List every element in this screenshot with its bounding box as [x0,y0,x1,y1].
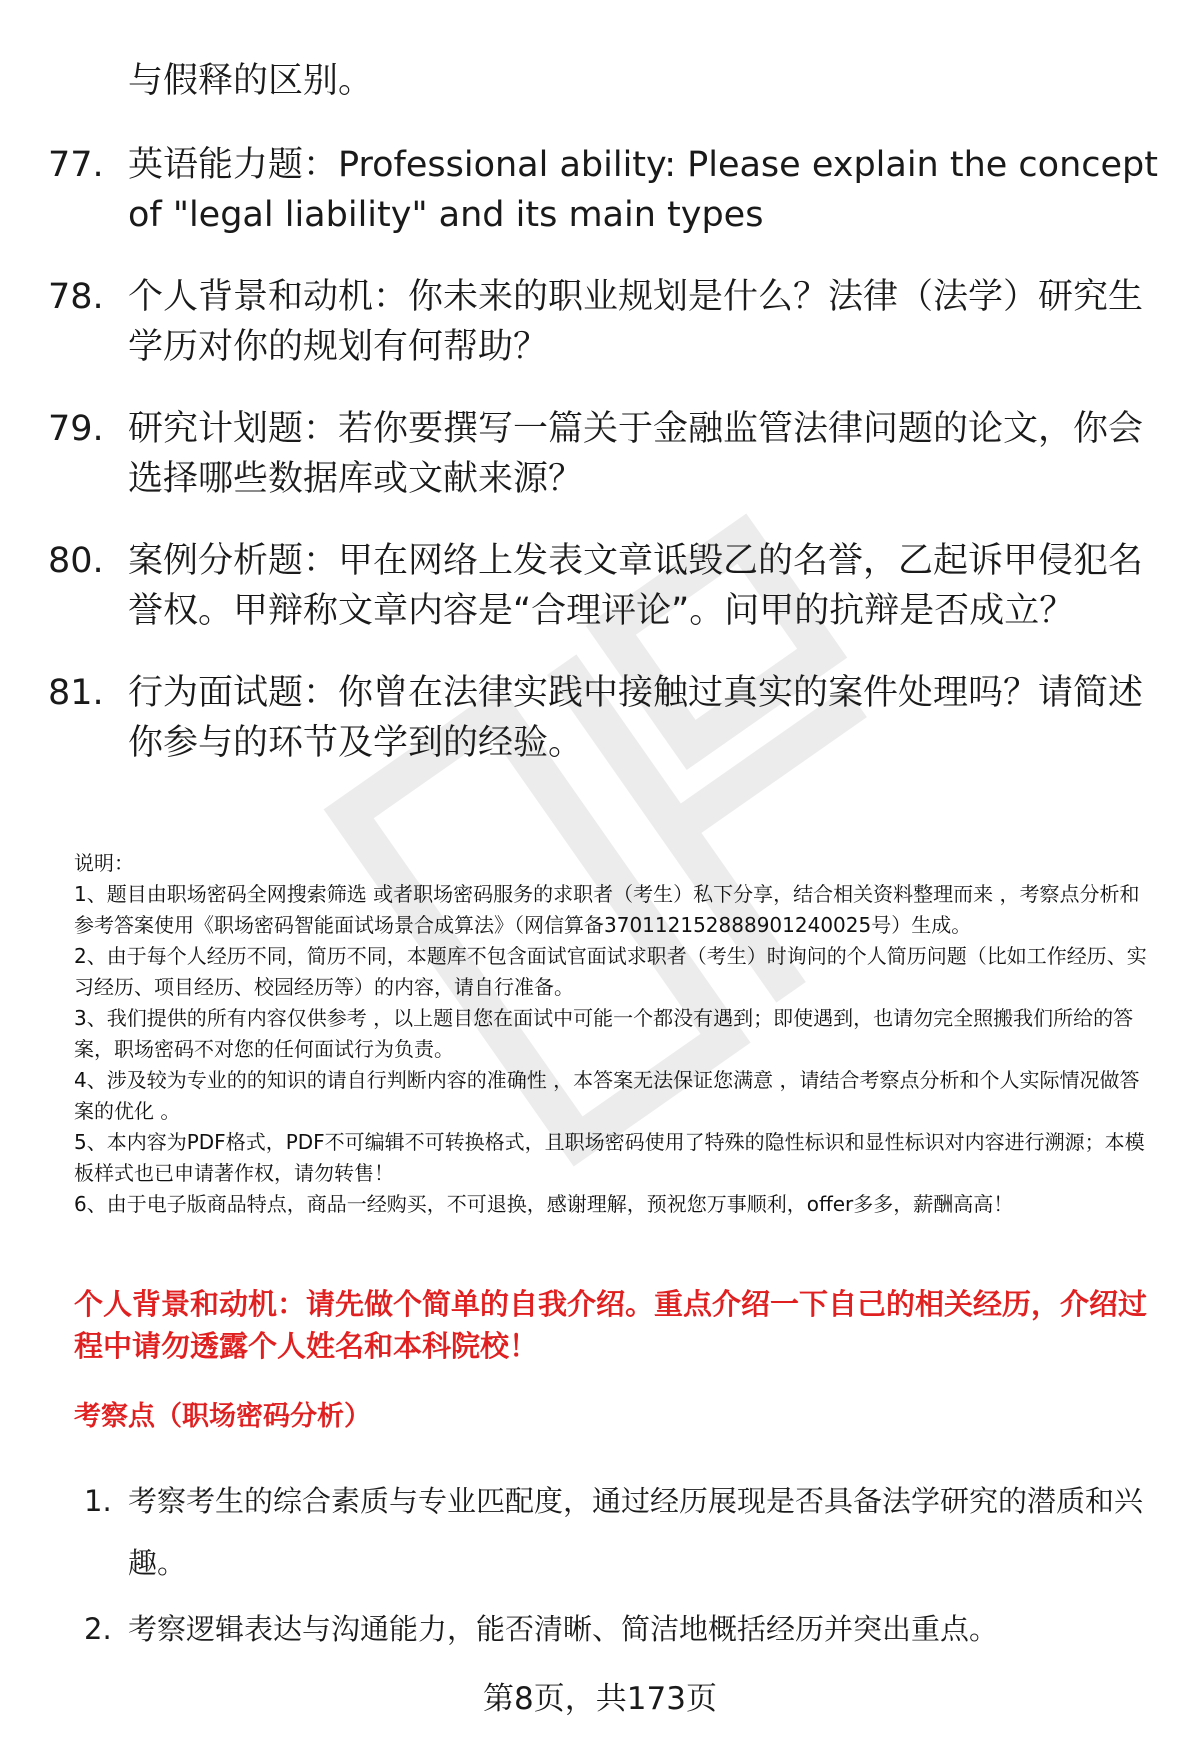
question-number: 79. [48,409,104,449]
note-item: 3、我们提供的所有内容仅供参考 ，以上题目您在面试中可能一个都没有遇到；即使遇到，也请勿完全照搬我们所给的答案，职场密码不对您的任何面试行为负责。 [74,1006,1134,1061]
question-text: 英语能力题：Professional ability: Please explain the concept of "legal liability" and its main types [128,145,1158,235]
question-text: 案例分析题：甲在网络上发表文章诋毁乙的名誉，乙起诉甲侵犯名誉权。甲辩称文章内容是“合理评论”。问甲的抗辩是否成立？ [128,541,1144,631]
question-item [48,404,1158,504]
point-number: 1. [84,1484,112,1518]
question-item [48,272,1158,372]
question-number: 80. [48,541,104,581]
question-item [48,668,1158,768]
page-number-footer: 第8页，共173页 [483,1681,717,1717]
question-number: 77. [48,145,104,185]
question-text: 研究计划题：若你要撰写一篇关于金融监管法律问题的论文，你会选择哪些数据库或文献来源？ [128,409,1144,499]
point-number: 2. [84,1612,112,1646]
note-item: 2、由于每个人经历不同，简历不同，本题库不包含面试官面试求职者（考生）时询问的个人简历问题（比如工作经历、实习经历、项目经历、校园经历等）的内容，请自行准备。 [74,944,1147,999]
analysis-points [84,1470,1154,1664]
question-text: 个人背景和动机：你未来的职业规划是什么？法律（法学）研究生学历对你的规划有何帮助？ [128,277,1144,367]
analysis-section-title: 考察点（职场密码分析） [74,1401,371,1432]
highlight-question: 个人背景和动机：请先做个简单的自我介绍。重点介绍一下自己的相关经历，介绍过程中请勿透露个人姓名和本科院校！ [74,1287,1148,1363]
notes-title: 说明： [74,851,134,875]
note-item: 5、本内容为PDF格式，PDF不可编辑不可转换格式，且职场密码使用了特殊的隐性标识和显性标识对内容进行溯源；本模板样式也已申请著作权，请勿转售！ [74,1130,1145,1185]
point-text: 考察逻辑表达与沟通能力，能否清晰、简洁地概括经历并突出重点。 [128,1612,999,1646]
note-item: 1、题目由职场密码全网搜索筛选 或者职场密码服务的求职者（考生）私下分享，结合相关资料整理而来 ，考察点分析和参考答案使用《职场密码智能面试场景合成算法》（网信算备370112152888901240025号）生成。 [74,882,1140,937]
question-number: 78. [48,277,104,317]
question-list [48,56,1158,800]
point-text: 考察考生的综合素质与专业匹配度，通过经历展现是否具备法学研究的潜质和兴趣。 [128,1484,1144,1580]
analysis-point [84,1470,1154,1594]
notes-section [74,848,1154,1220]
question-continuation: 与假释的区别。 [128,61,374,101]
question-item [48,140,1158,240]
question-item [48,536,1158,636]
question-number: 81. [48,673,104,713]
note-item: 4、涉及较为专业的的知识的请自行判断内容的准确性 ，本答案无法保证您满意 ，请结合考察点分析和个人实际情况做答案的优化 。 [74,1068,1140,1123]
note-item: 6、由于电子版商品特点，商品一经购买，不可退换，感谢理解，预祝您万事顺利，offer多多，薪酬高高！ [74,1192,1014,1216]
analysis-point [84,1598,1154,1660]
question-text: 行为面试题：你曾在法律实践中接触过真实的案件处理吗？请简述你参与的环节及学到的经验。 [128,673,1144,763]
